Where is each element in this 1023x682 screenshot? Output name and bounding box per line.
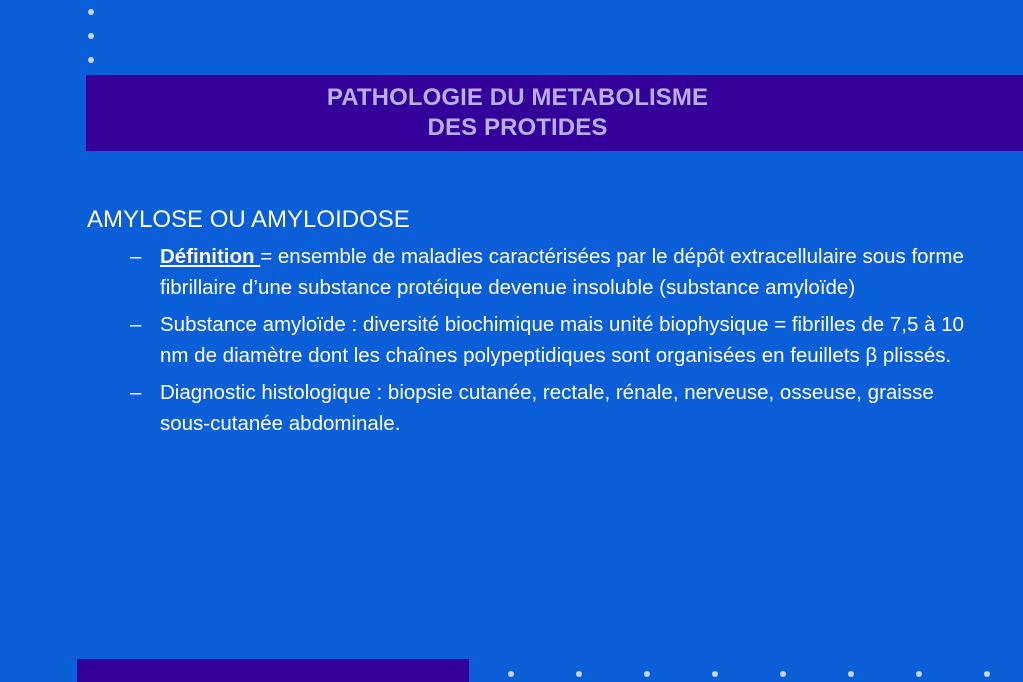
section-heading: AMYLOSE OU AMYLOIDOSE — [87, 206, 410, 233]
dot-icon — [916, 671, 922, 677]
dot-icon — [644, 671, 650, 677]
bullet-item-diagnostic — [87, 377, 967, 439]
decorative-dots-bottom — [0, 671, 1023, 679]
definition-label: Définition — [160, 245, 261, 268]
dot-icon — [780, 671, 786, 677]
title-band — [86, 75, 1023, 151]
bullet-item-definition — [87, 241, 967, 303]
slide-content — [87, 203, 967, 445]
slide-title-line-2: DES PROTIDES — [427, 114, 608, 141]
dot-icon — [88, 57, 94, 63]
dot-icon — [88, 9, 94, 15]
substance-text: Substance amyloïde : diversité biochimique mais unité biophysique = fibrilles de 7,5 à 10 nm de diamètre dont les chaînes polypeptidiques sont organisées en feuillets β plissés. — [160, 313, 964, 367]
diagnostic-text: Diagnostic histologique : biopsie cutanée, rectale, rénale, nerveuse, osseuse, graisse sous-cutanée abdominale. — [160, 381, 934, 435]
dot-icon — [88, 33, 94, 39]
bullet-item-substance — [87, 309, 967, 371]
slide-title-line-1: PATHOLOGIE DU METABOLISME — [326, 84, 709, 111]
dot-icon — [712, 671, 718, 677]
dot-icon — [576, 671, 582, 677]
dot-icon — [508, 671, 514, 677]
dash-bullet: – — [130, 313, 142, 336]
dot-icon — [984, 671, 990, 677]
dash-bullet: – — [130, 381, 142, 404]
dash-bullet: – — [130, 245, 142, 268]
dot-icon — [848, 671, 854, 677]
definition-text: = ensemble de maladies caractérisées par le dépôt extracellulaire sous forme fibrillaire d’une substance protéique devenue insoluble (substance amyloïde) — [160, 245, 964, 299]
